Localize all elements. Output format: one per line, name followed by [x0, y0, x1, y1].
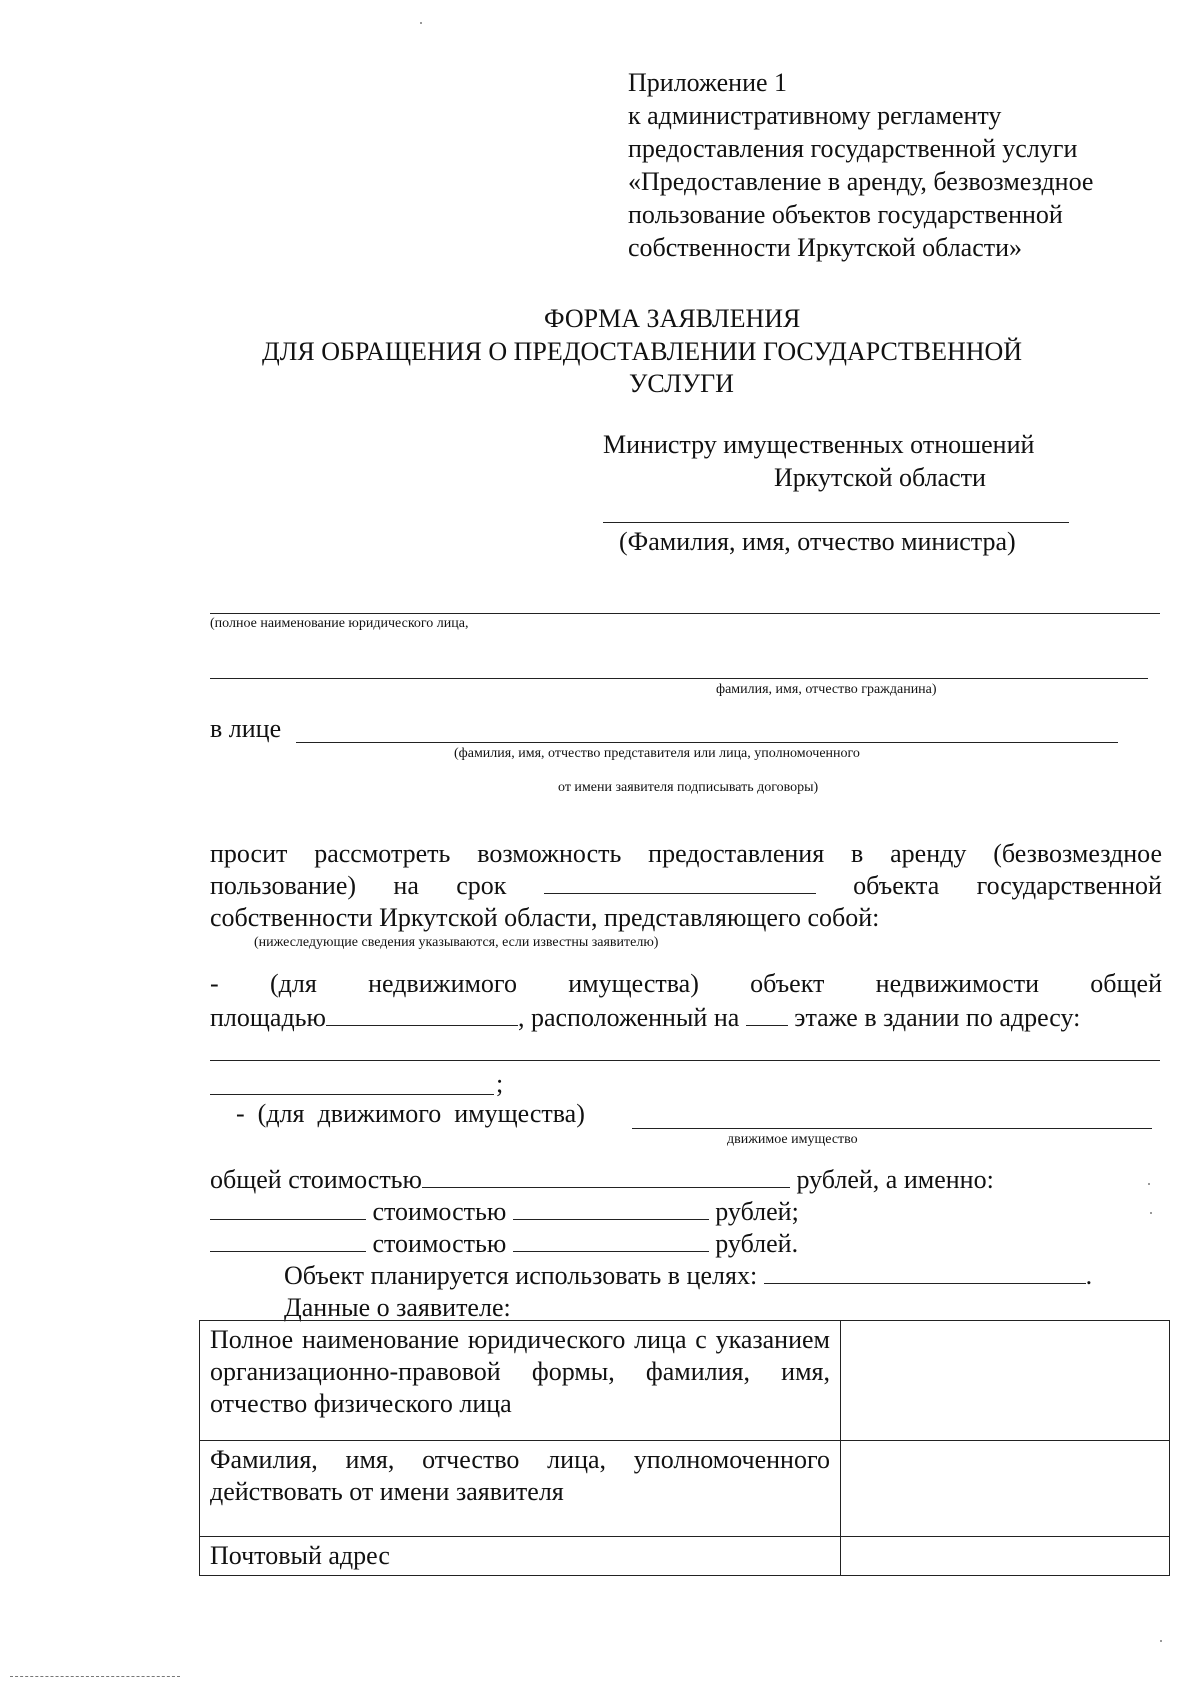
total-cost-field[interactable]	[422, 1167, 790, 1188]
appendix-line: «Предоставление в аренду, безвозмездное	[628, 167, 1094, 196]
total-cost-row	[210, 1164, 994, 1196]
addressee-line2: Иркутской области	[774, 463, 986, 492]
realty-address-label: этаже в здании по адресу:	[794, 1003, 1081, 1032]
form-title-line3: УСЛУГИ	[629, 369, 734, 398]
movable-property-field[interactable]	[632, 1128, 1152, 1129]
table-row-label	[200, 1537, 841, 1576]
citizen-name-field[interactable]	[210, 678, 1148, 679]
table-row	[200, 1321, 1170, 1441]
request-line2	[210, 870, 1162, 902]
applicant-data-table	[199, 1320, 1170, 1576]
legal-entity-hint: (полное наименование юридического лица,	[210, 616, 469, 631]
floor-field[interactable]	[746, 1005, 788, 1026]
realty-located-label: , расположенный на	[517, 1003, 740, 1032]
table-row	[200, 1441, 1170, 1537]
table-value-cell[interactable]	[841, 1321, 1170, 1441]
request-text: пользование)	[210, 871, 357, 900]
scan-speck	[1150, 1212, 1152, 1214]
request-line1: просит рассмотреть возможность предоставления в аренду (безвозмездное	[210, 839, 1162, 868]
table-row-text: Полное наименование юридического лица с указанием организационно-правовой формы, фамилия, имя, отчество физического лица	[210, 1325, 830, 1418]
addressee-line1: Министру имущественных отношений	[603, 430, 1035, 459]
purpose-label: Объект планируется использовать в целях:	[284, 1261, 758, 1290]
scan-speck	[1148, 1183, 1150, 1185]
request-line3: собственности Иркутской области, представляющего собой:	[210, 903, 880, 932]
address-semicolon: ;	[496, 1069, 504, 1098]
item-cost-field-2[interactable]	[513, 1231, 709, 1252]
request-text: объекта	[853, 871, 940, 900]
appendix-line: собственности Иркутской области»	[628, 233, 1023, 262]
request-text: на	[393, 871, 419, 900]
table-value-cell[interactable]	[841, 1537, 1170, 1576]
item-cost-row-1	[210, 1196, 799, 1228]
total-cost-suffix: рублей, а именно:	[796, 1165, 994, 1194]
request-text: срок	[456, 871, 507, 900]
scan-speck	[420, 22, 422, 24]
item-name-field-1[interactable]	[210, 1199, 366, 1220]
known-info-hint: (нижеследующие сведения указываются, если известны заявителю)	[254, 935, 659, 950]
table-row-text: Фамилия, имя, отчество лица, уполномоченного действовать от имени заявителя	[210, 1445, 830, 1506]
item-cost-label: стоимостью	[372, 1229, 507, 1258]
applicant-data-label: Данные о заявителе:	[284, 1293, 511, 1322]
table-row	[200, 1537, 1170, 1576]
area-field[interactable]	[326, 1005, 518, 1026]
movable-label: - (для движимого имущества)	[236, 1099, 585, 1128]
lease-term-field[interactable]	[544, 873, 816, 894]
form-title-line1: ФОРМА ЗАЯВЛЕНИЯ	[544, 304, 801, 333]
purpose-field[interactable]	[764, 1263, 1086, 1284]
item-cost-label: стоимостью	[372, 1197, 507, 1226]
legal-entity-name-field[interactable]	[210, 613, 1160, 614]
minister-name-hint: (Фамилия, имя, отчество министра)	[619, 527, 1016, 556]
represented-label: в лице	[210, 714, 282, 743]
item-cost-suffix: рублей;	[715, 1197, 799, 1226]
purpose-row	[284, 1260, 1092, 1292]
item-name-field-2[interactable]	[210, 1231, 366, 1252]
item-cost-suffix: рублей.	[715, 1229, 799, 1258]
minister-name-field[interactable]	[603, 522, 1069, 523]
request-text: государственной	[976, 871, 1162, 900]
appendix-line: к административному регламенту	[628, 101, 1002, 130]
appendix-line: пользование объектов государственной	[628, 200, 1063, 229]
address-field-line1[interactable]	[210, 1060, 1160, 1061]
table-row-label	[200, 1441, 841, 1537]
purpose-end: .	[1085, 1261, 1093, 1290]
movable-hint: движимое имущество	[727, 1132, 858, 1147]
address-field-line2[interactable]	[210, 1094, 494, 1095]
realty-area-label: площадью	[210, 1003, 326, 1032]
total-cost-label: общей стоимостью	[210, 1165, 422, 1194]
table-value-cell[interactable]	[841, 1441, 1170, 1537]
representative-name-field[interactable]	[296, 742, 1118, 743]
scan-artifact	[10, 1676, 180, 1677]
item-cost-row-2	[210, 1228, 798, 1260]
appendix-line: предоставления государственной услуги	[628, 134, 1078, 163]
form-title-line2: ДЛЯ ОБРАЩЕНИЯ О ПРЕДОСТАВЛЕНИИ ГОСУДАРСТВЕННОЙ	[262, 337, 1023, 366]
realty-line1: - (для недвижимого имущества) объект недвижимости общей	[210, 969, 1162, 998]
table-row-label	[200, 1321, 841, 1441]
citizen-name-hint: фамилия, имя, отчество гражданина)	[716, 682, 937, 697]
scan-speck	[1160, 1640, 1162, 1642]
table-row-text: Почтовый адрес	[210, 1541, 390, 1570]
representative-hint-1: (фамилия, имя, отчество представителя или лица, уполномоченного	[454, 746, 860, 761]
realty-line2	[210, 1002, 1162, 1034]
item-cost-field-1[interactable]	[513, 1199, 709, 1220]
representative-hint-2: от имени заявителя подписывать договоры)	[558, 780, 819, 795]
appendix-number: Приложение 1	[628, 68, 788, 97]
